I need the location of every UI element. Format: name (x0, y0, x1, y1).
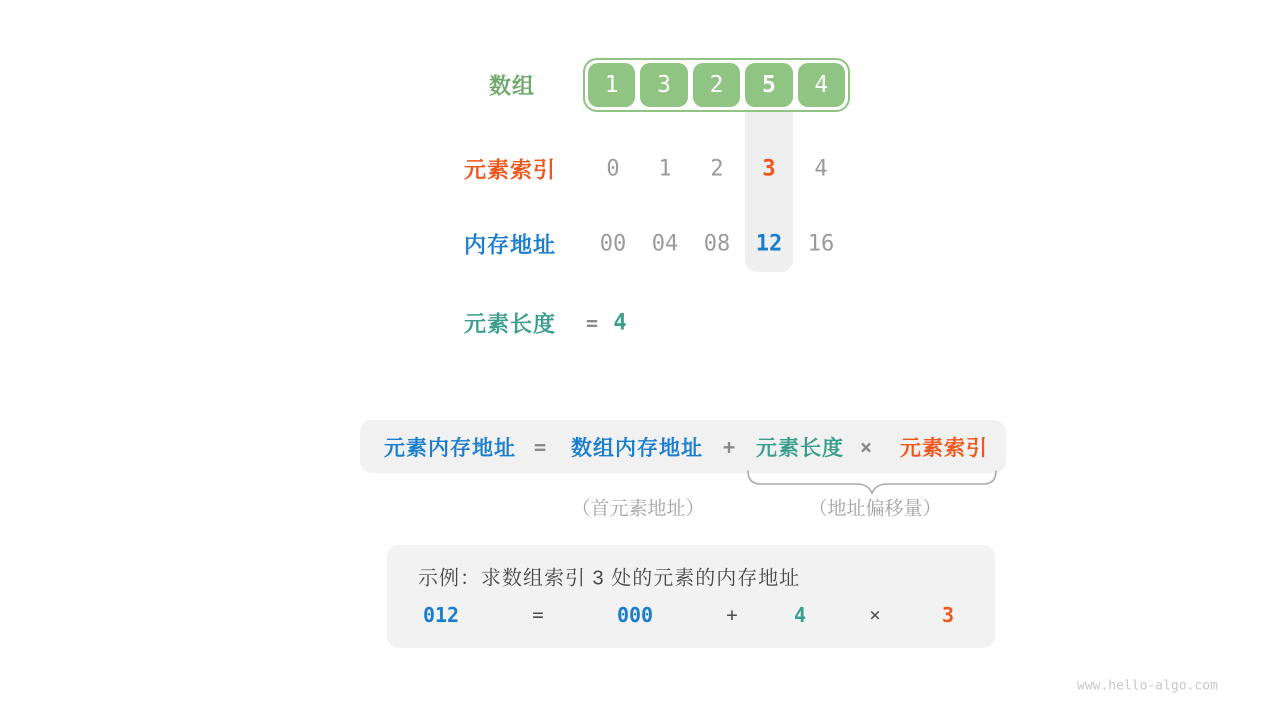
formula-times-sign: × (859, 435, 873, 459)
length-row-label: 元素长度 (463, 311, 557, 337)
formula-index: 元素索引 (900, 437, 988, 460)
example-box (387, 545, 995, 648)
index-value-highlighted: 3 (762, 156, 776, 182)
array-value: 2 (709, 72, 724, 98)
index-value: 0 (606, 156, 620, 182)
address-value: 16 (807, 231, 835, 257)
array-value: 1 (604, 72, 619, 98)
array-cell-highlighted (745, 63, 792, 107)
example-base: 000 (616, 603, 654, 627)
address-value: 00 (599, 231, 627, 257)
address-value: 08 (703, 231, 731, 257)
example-times-sign: × (869, 604, 881, 626)
array-value: 3 (657, 72, 672, 98)
array-value: 5 (761, 72, 776, 98)
array-cell (693, 63, 740, 107)
array-cell (588, 63, 635, 107)
example-length: 4 (793, 603, 807, 627)
length-value: 4 (613, 310, 627, 336)
array-container (583, 58, 850, 112)
example-result: 012 (422, 603, 460, 627)
formula-lhs: 元素内存地址 (384, 437, 516, 460)
address-value-highlighted: 12 (755, 231, 783, 257)
array-cell (640, 63, 687, 107)
index-value: 1 (658, 156, 672, 182)
index-value: 2 (710, 156, 724, 182)
formula-equals-sign: = (533, 435, 547, 459)
array-label: 数组 (488, 73, 536, 99)
formula-plus-sign: + (722, 435, 736, 459)
watermark: www.hello-algo.com (1077, 678, 1218, 694)
example-title: 示例：求数组索引 3 处的元素的内存地址 (418, 567, 801, 590)
formula-base: 数组内存地址 (571, 437, 703, 460)
array-cell (798, 63, 845, 107)
index-row (587, 157, 847, 182)
address-row (587, 232, 847, 257)
formula-length: 元素长度 (756, 437, 844, 460)
base-annotation: （首元素地址） (571, 498, 705, 520)
index-value: 4 (814, 156, 828, 182)
address-row-label: 内存地址 (463, 232, 557, 258)
index-row-label: 元素索引 (463, 157, 557, 183)
example-equals-sign: = (532, 604, 544, 626)
array-value: 4 (814, 72, 829, 98)
length-equals-sign: = (585, 311, 599, 335)
offset-annotation: （地址偏移量） (808, 498, 942, 520)
address-value: 04 (651, 231, 679, 257)
example-index: 3 (941, 603, 955, 627)
example-plus-sign: + (726, 604, 738, 626)
